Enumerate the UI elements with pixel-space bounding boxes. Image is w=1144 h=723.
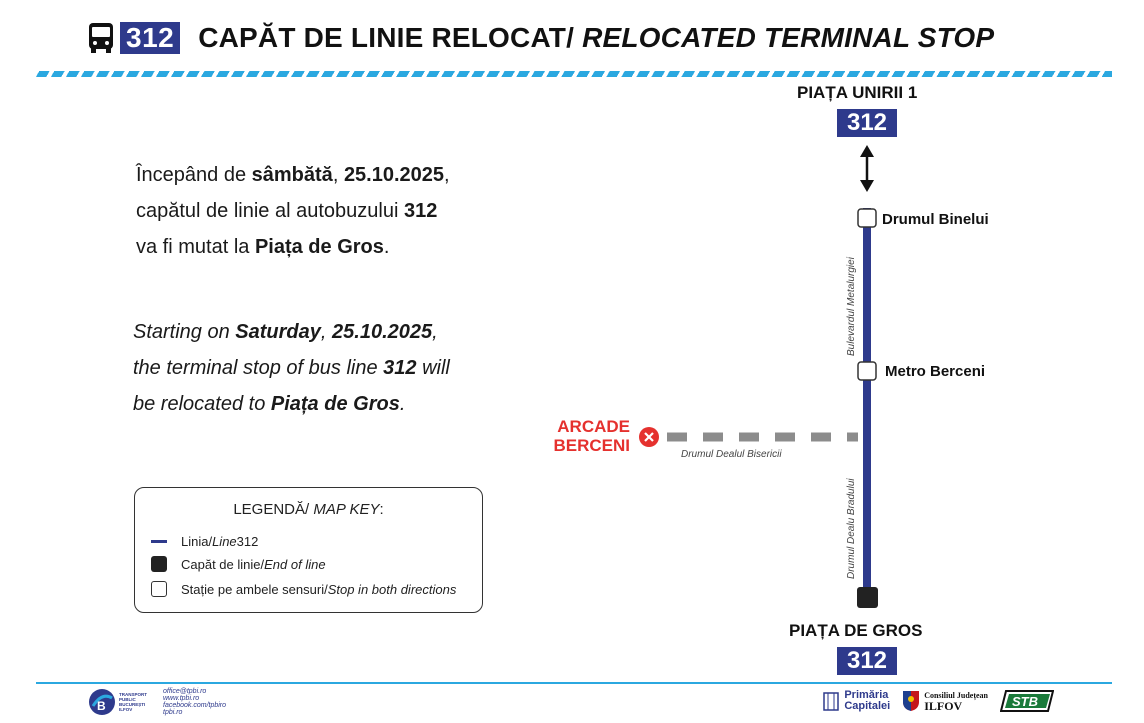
- contact-email[interactable]: office@tpbi.ro: [163, 688, 207, 695]
- pmb-line2: Capitalei: [844, 700, 891, 712]
- title-ro: CAPĂT DE LINIE RELOCAT/: [198, 22, 575, 53]
- old-terminal-label-line2: BERCENI: [553, 436, 630, 455]
- tpbi-name: TRANSPORT PUBLIC BUCUREȘTI ILFOV: [119, 692, 147, 712]
- stop-metro-berceni-label: Metro Berceni: [885, 363, 986, 380]
- notice-en-text: the terminal stop of bus line: [133, 357, 384, 379]
- terminal-piata-de-gros-badge: 312: [837, 647, 897, 675]
- notice-ro-line: 312: [403, 200, 438, 222]
- footer-tpbi: [88, 688, 226, 716]
- pmb-line1: Primăria: [844, 689, 889, 701]
- stb-logo-icon: [1000, 690, 1054, 712]
- notice-en-text: .: [399, 393, 406, 415]
- end-of-line-marker: [857, 587, 878, 608]
- notice-ro-day: sâmbătă: [251, 164, 333, 186]
- legend-item-label: Linia/: [181, 534, 213, 549]
- stop-drumul-binelui-label: Drumul Binelui: [882, 211, 989, 228]
- contact-website[interactable]: www.tpbi.ro: [163, 695, 200, 702]
- old-terminal-arcade-berceni: [536, 417, 630, 455]
- street-drumul-dealul-bisericii: Drumul Dealul Bisericii: [681, 449, 782, 460]
- title-en: RELOCATED TERMINAL STOP: [582, 22, 995, 53]
- notice-en-text: will: [416, 357, 450, 379]
- legend-item-label: Capăt de linie/: [181, 556, 265, 572]
- legend-title-ro: LEGENDĂ/: [233, 501, 314, 518]
- notice-en-place: Piața de Gros: [270, 393, 400, 415]
- ilfov-crest-icon: [902, 690, 920, 712]
- arrow-down-icon: [860, 180, 874, 192]
- street-drumul-dealu-bradului: Drumul Dealu Bradului: [846, 478, 857, 579]
- legend-item-label-en: Line: [212, 534, 237, 549]
- old-terminal-label-line1: ARCADE: [557, 417, 630, 436]
- footer-partners: [823, 690, 1054, 712]
- notice-ro-text: Începând de: [136, 164, 252, 186]
- notice-ro-text: capătul de linie al autobuzului: [136, 200, 404, 222]
- terminal-piata-unirii-name: PIAȚA UNIRII 1: [797, 83, 918, 102]
- notice-en-day: Saturday: [235, 321, 321, 343]
- legend-item-extra: 312: [236, 534, 259, 549]
- cj-line1: Consiliul Județean: [924, 691, 988, 700]
- contact-facebook[interactable]: facebook.com/tpbiro: [163, 702, 227, 709]
- stb-logo-text: STB: [1012, 694, 1038, 709]
- stop-metro-berceni-marker: [858, 362, 876, 380]
- legend-item-label-en: End of line: [264, 556, 326, 572]
- arrow-up-icon: [860, 145, 874, 157]
- svg-text:B: B: [97, 699, 106, 713]
- notice-ro-text: va fi mutat la: [136, 236, 255, 258]
- notice-ro-text: .: [383, 236, 390, 258]
- notice-en-text: ,: [432, 321, 438, 343]
- notice-ro-text: ,: [444, 164, 450, 186]
- stop-drumul-binelui-marker: [858, 209, 876, 227]
- terminal-piata-de-gros-name: PIAȚA DE GROS: [789, 621, 923, 640]
- footer-divider: [36, 682, 1112, 684]
- contact-other[interactable]: tpbi.ro: [163, 709, 183, 716]
- tpbi-contacts: [163, 688, 226, 716]
- notice-ro-date: 25.10.2025: [343, 164, 445, 186]
- cj-line2: ILFOV: [924, 699, 963, 713]
- line-number-badge: 312: [120, 22, 180, 54]
- notice-ro-place: Piața de Gros: [254, 236, 384, 258]
- consiliul-judetean-ilfov-logo: [902, 690, 988, 712]
- legend-item-label: Stație pe ambele sensuri/: [181, 581, 328, 597]
- notice-en-line: 312: [383, 357, 417, 379]
- notice-en-text: ,: [320, 321, 333, 343]
- street-bulevardul-metalurgiei: Bulevardul Metalurgiei: [846, 257, 857, 356]
- legend-title-en: MAP KEY: [313, 501, 380, 518]
- tpbi-logo-icon: [88, 688, 116, 716]
- notice-en-text: be relocated to: [133, 393, 271, 415]
- primaria-capitalei-logo: [823, 690, 890, 712]
- legend-title-colon: :: [379, 501, 384, 518]
- pmb-building-icon: [823, 691, 839, 711]
- notice-ro-text: ,: [332, 164, 344, 186]
- notice-en-date: 25.10.2025: [332, 321, 433, 343]
- legend-item-label-en: Stop in both directions: [327, 581, 457, 597]
- notice-en-text: Starting on: [133, 321, 236, 343]
- terminal-piata-unirii-badge: 312: [837, 109, 897, 137]
